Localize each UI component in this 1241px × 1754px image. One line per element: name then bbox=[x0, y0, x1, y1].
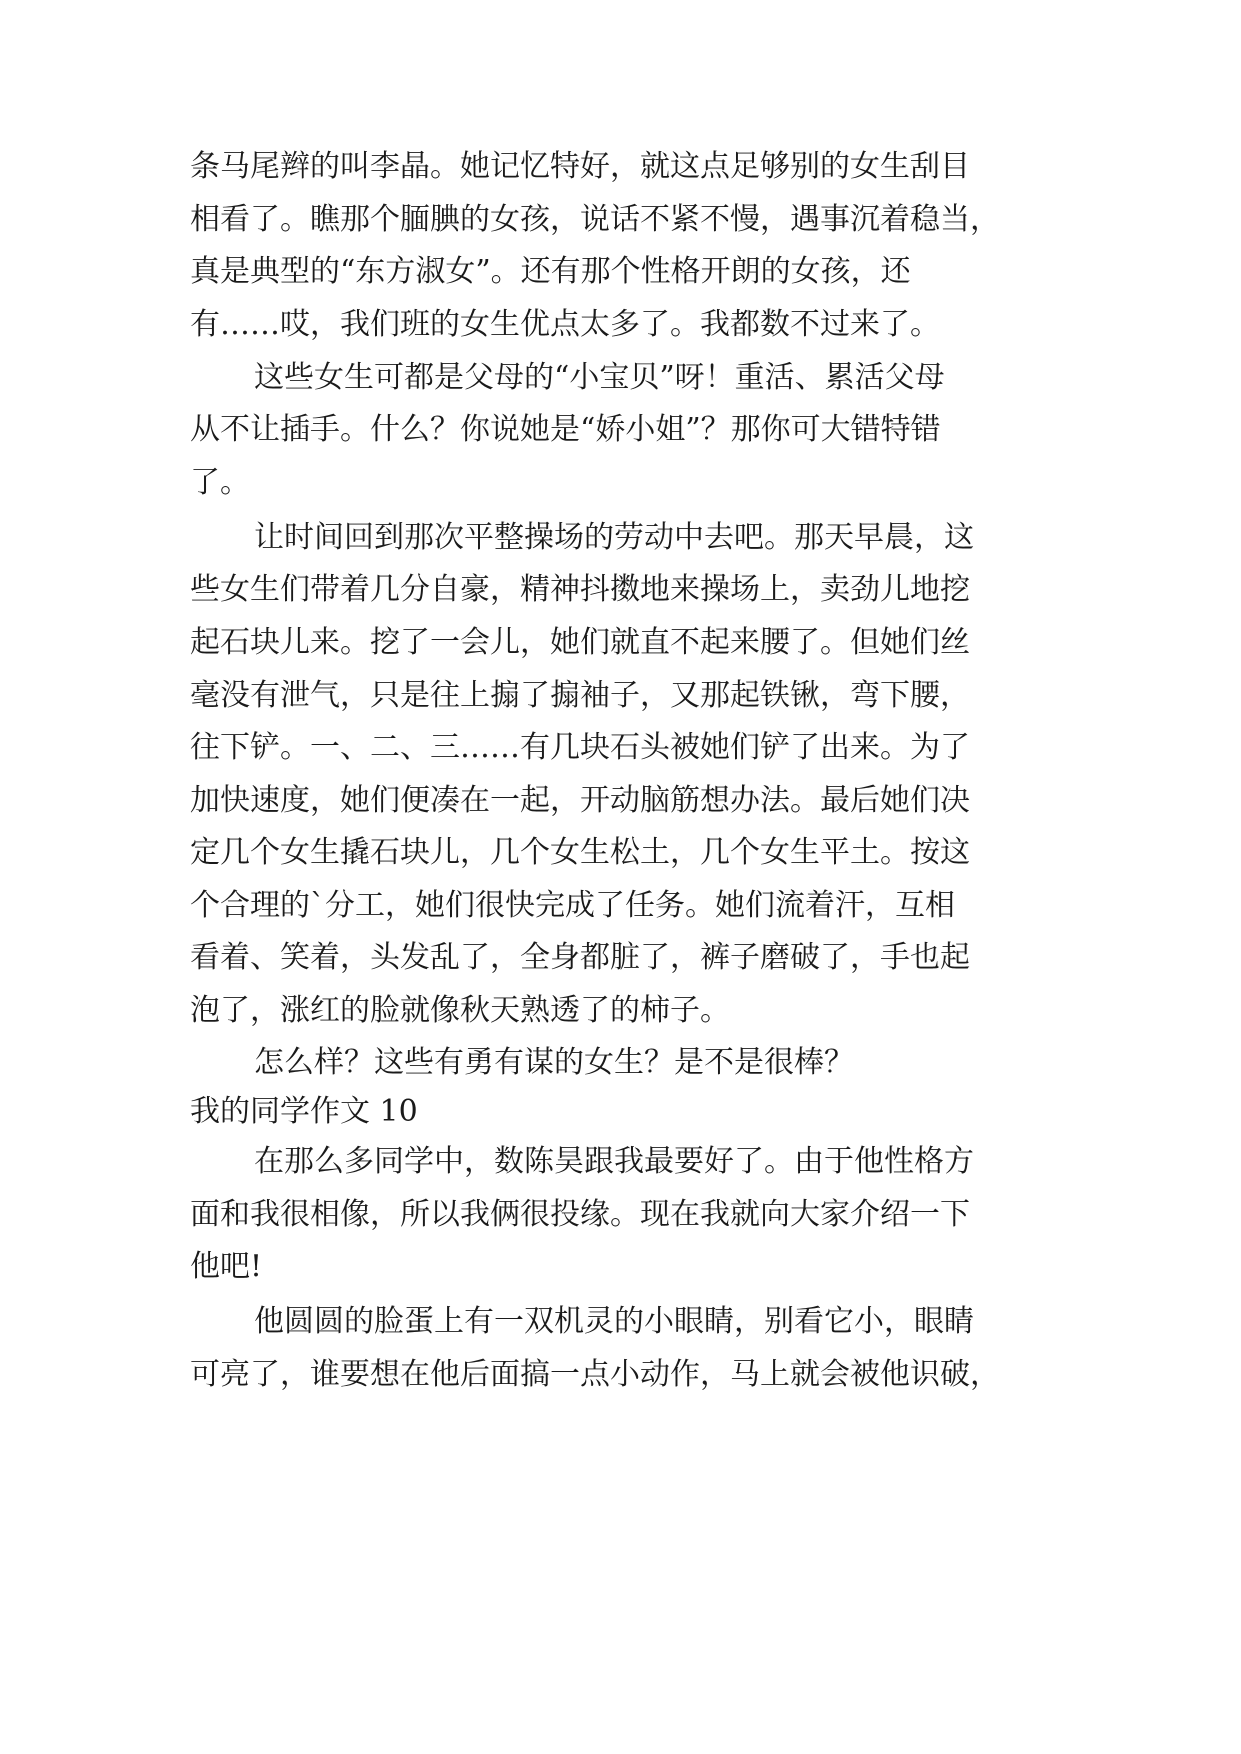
paragraph-start-line: 在那么多同学中，数陈昊跟我最要好了。由于他性格方 bbox=[254, 1144, 974, 1179]
paragraph-start-line: 这些女生可都是父母的“小宝贝”呀！重活、累活父母 bbox=[254, 360, 945, 395]
text-line: 泡了，涨红的脸就像秋天熟透了的柿子。 bbox=[190, 993, 730, 1028]
text-line: 看着、笑着，头发乱了，全身都脏了，裤子磨破了，手也起 bbox=[190, 940, 970, 975]
text-line: 可亮了，谁要想在他后面搞一点小动作，马上就会被他识破， bbox=[190, 1357, 1000, 1392]
text-line: 毫没有泄气，只是往上搧了搧袖子，又那起铁锹，弯下腰， bbox=[190, 678, 970, 713]
text-line: 真是典型的“东方淑女”。还有那个性格开朗的女孩，还 bbox=[190, 254, 911, 289]
text-line: 相看了。瞧那个腼腆的女孩，说话不紧不慢，遇事沉着稳当， bbox=[190, 202, 1000, 237]
paragraph-start-line: 让时间回到那次平整操场的劳动中去吧。那天早晨，这 bbox=[254, 520, 974, 555]
text-line: 他吧! bbox=[190, 1249, 263, 1284]
text-line: 些女生们带着几分自豪，精神抖擞地来操场上，卖劲儿地挖 bbox=[190, 572, 970, 607]
text-line: 起石块儿来。挖了一会儿，她们就直不起来腰了。但她们丝 bbox=[190, 625, 970, 660]
paragraph-start-line: 怎么样？这些有勇有谋的女生？是不是很棒？ bbox=[254, 1045, 854, 1080]
text-line: 个合理的`分工，她们很快完成了任务。她们流着汗，互相 bbox=[190, 888, 955, 923]
text-line: 面和我很相像，所以我俩很投缘。现在我就向大家介绍一下 bbox=[190, 1197, 970, 1232]
text-line: 往下铲。一、二、三……有几块石头被她们铲了出来。为了 bbox=[190, 730, 970, 765]
section-heading: 我的同学作文 10 bbox=[190, 1094, 418, 1129]
text-line: 定几个女生撬石块儿，几个女生松土，几个女生平土。按这 bbox=[190, 835, 970, 870]
text-line: 从不让插手。什么？你说她是“娇小姐”？那你可大错特错 bbox=[190, 412, 941, 447]
text-line: 有……哎，我们班的女生优点太多了。我都数不过来了。 bbox=[190, 307, 940, 342]
text-line: 了。 bbox=[190, 465, 250, 500]
text-line: 加快速度，她们便凑在一起，开动脑筋想办法。最后她们决 bbox=[190, 783, 970, 818]
text-line: 条马尾辫的叫李晶。她记忆特好，就这点足够别的女生刮目 bbox=[190, 149, 970, 184]
paragraph-start-line: 他圆圆的脸蛋上有一双机灵的小眼睛，别看它小，眼睛 bbox=[254, 1304, 974, 1339]
